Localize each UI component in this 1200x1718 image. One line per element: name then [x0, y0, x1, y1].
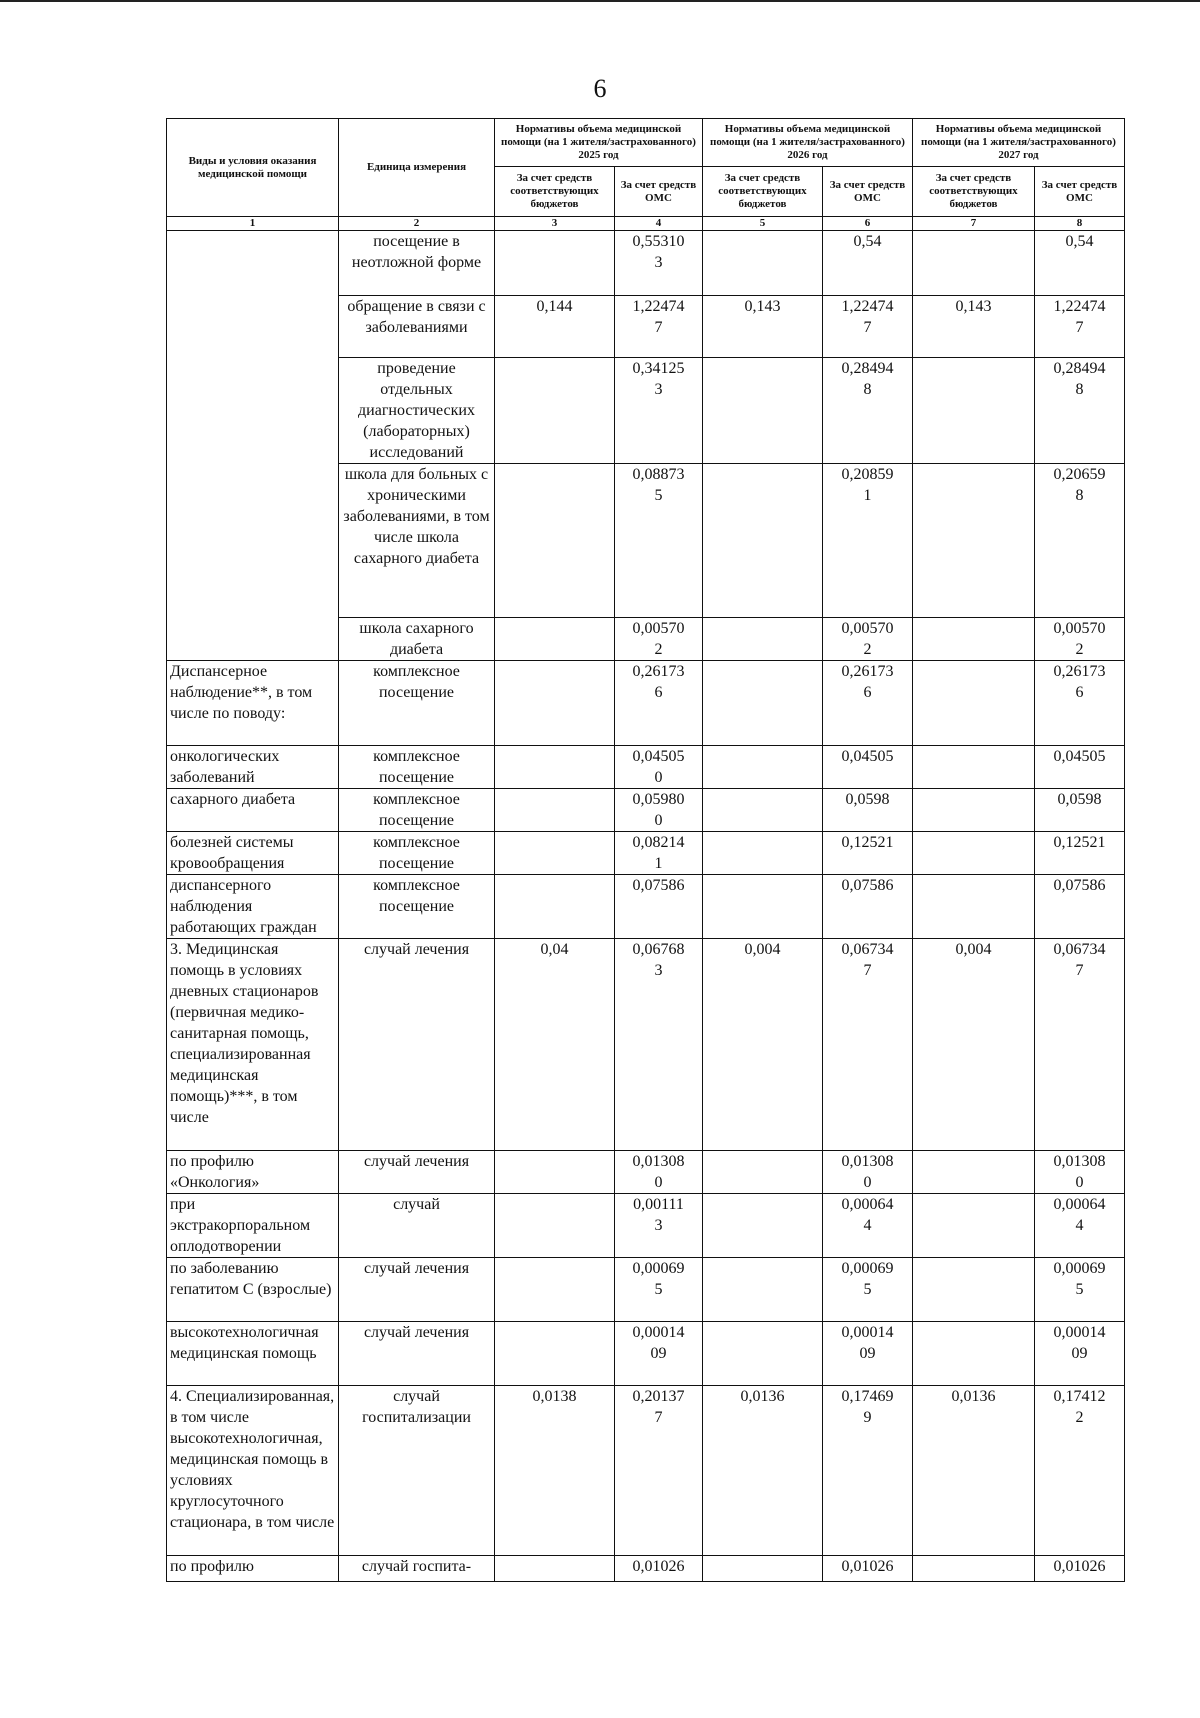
table-row [167, 832, 1125, 875]
table-row [167, 1556, 1125, 1582]
care-type-cell: по профилю [167, 1556, 339, 1582]
column-number: 1 [167, 217, 339, 231]
value-cell: 1,22474 7 [823, 296, 913, 358]
value-cell: 0,07586 [615, 875, 703, 939]
top-rule [0, 0, 1200, 2]
value-cell: 0,01308 0 [823, 1151, 913, 1194]
value-cell: 1,22474 7 [1035, 296, 1125, 358]
unit-cell: проведение отдельных диагностических (лабораторных) исследований [339, 358, 495, 464]
value-cell [495, 661, 615, 746]
header-budget-2025: За счет средств соответствующих бюджетов [495, 167, 615, 217]
care-type-cell: по профилю «Онкология» [167, 1151, 339, 1194]
table-row [167, 1194, 1125, 1258]
value-cell: 0,26173 6 [615, 661, 703, 746]
value-cell: 0,20137 7 [615, 1386, 703, 1556]
unit-cell: обращение в связи с заболеваниями [339, 296, 495, 358]
value-cell [913, 1151, 1035, 1194]
value-cell [913, 1194, 1035, 1258]
value-cell [913, 746, 1035, 789]
value-cell [495, 1556, 615, 1582]
care-type-cell: онкологических заболеваний [167, 746, 339, 789]
column-number: 4 [615, 217, 703, 231]
value-cell [703, 875, 823, 939]
value-cell: 0,06768 3 [615, 939, 703, 1151]
value-cell: 0,04505 0 [615, 746, 703, 789]
unit-cell: случай лечения [339, 1258, 495, 1322]
value-cell [913, 661, 1035, 746]
header-budget-2027: За счет средств соответствующих бюджетов [913, 167, 1035, 217]
value-cell [913, 832, 1035, 875]
care-type-cell: диспансерного наблюдения работающих граждан [167, 875, 339, 939]
value-cell [703, 358, 823, 464]
care-type-cell: сахарного диабета [167, 789, 339, 832]
value-cell: 0,28494 8 [823, 358, 913, 464]
value-cell: 0,144 [495, 296, 615, 358]
value-cell [703, 231, 823, 296]
value-cell: 0,06734 7 [1035, 939, 1125, 1151]
value-cell: 0,00570 2 [1035, 618, 1125, 661]
value-cell [495, 832, 615, 875]
value-cell [913, 1322, 1035, 1386]
value-cell: 0,04505 [1035, 746, 1125, 789]
value-cell [495, 875, 615, 939]
value-cell: 1,22474 7 [615, 296, 703, 358]
value-cell [913, 358, 1035, 464]
value-cell [495, 1258, 615, 1322]
value-cell: 0,04505 [823, 746, 913, 789]
value-cell: 0,0136 [913, 1386, 1035, 1556]
value-cell [495, 789, 615, 832]
value-cell: 0,17412 2 [1035, 1386, 1125, 1556]
column-number: 7 [913, 217, 1035, 231]
value-cell: 0,00570 2 [615, 618, 703, 661]
unit-cell: школа сахарного диабета [339, 618, 495, 661]
unit-cell: случай госпита- [339, 1556, 495, 1582]
value-cell [703, 618, 823, 661]
value-cell [495, 746, 615, 789]
value-cell: 0,004 [703, 939, 823, 1151]
care-type-cell: болезней системы кровообращения [167, 832, 339, 875]
value-cell [703, 1194, 823, 1258]
header-budget-2026: За счет средств соответствующих бюджетов [703, 167, 823, 217]
header-oms-2027: За счет средств ОМС [1035, 167, 1125, 217]
unit-cell: комплексное посещение [339, 832, 495, 875]
unit-cell: комплексное посещение [339, 789, 495, 832]
unit-cell: комплексное посещение [339, 661, 495, 746]
value-cell: 0,00111 3 [615, 1194, 703, 1258]
value-cell: 0,00069 5 [615, 1258, 703, 1322]
unit-cell: случай лечения [339, 1322, 495, 1386]
value-cell: 0,34125 3 [615, 358, 703, 464]
value-cell: 0,17469 9 [823, 1386, 913, 1556]
value-cell [703, 1151, 823, 1194]
value-cell: 0,00014 09 [1035, 1322, 1125, 1386]
value-cell [913, 231, 1035, 296]
unit-cell: школа для больных с хроническими заболеваниями, в том числе школа сахарного диабета [339, 464, 495, 618]
unit-cell: случай лечения [339, 1151, 495, 1194]
value-cell: 0,20859 1 [823, 464, 913, 618]
value-cell: 0,26173 6 [823, 661, 913, 746]
value-cell [703, 746, 823, 789]
value-cell: 0,26173 6 [1035, 661, 1125, 746]
value-cell [495, 358, 615, 464]
care-type-cell: 3. Медицинская помощь в условиях дневных стационаров (первичная медико-санитарная помощь, специализированная медицинская помощь)***, в том числе [167, 939, 339, 1151]
value-cell: 0,20659 8 [1035, 464, 1125, 618]
header-oms-2025: За счет средств ОМС [615, 167, 703, 217]
value-cell [495, 464, 615, 618]
care-type-cell: 4. Специализированная, в том числе высокотехнологичная, медицинская помощь в условиях круглосуточного стационара, в том числе [167, 1386, 339, 1556]
value-cell: 0,06734 7 [823, 939, 913, 1151]
value-cell: 0,143 [913, 296, 1035, 358]
value-cell [495, 1194, 615, 1258]
value-cell [913, 1556, 1035, 1582]
value-cell: 0,12521 [823, 832, 913, 875]
value-cell: 0,00069 5 [1035, 1258, 1125, 1322]
value-cell: 0,12521 [1035, 832, 1125, 875]
care-type-cell: по заболеванию гепатитом С (взрослые) [167, 1258, 339, 1322]
table-row [167, 1258, 1125, 1322]
value-cell: 0,54 [823, 231, 913, 296]
value-cell: 0,01308 0 [615, 1151, 703, 1194]
unit-cell: случай госпитализации [339, 1386, 495, 1556]
value-cell: 0,55310 3 [615, 231, 703, 296]
value-cell [495, 618, 615, 661]
value-cell: 0,54 [1035, 231, 1125, 296]
value-cell [703, 1322, 823, 1386]
value-cell: 0,0138 [495, 1386, 615, 1556]
value-cell [703, 789, 823, 832]
value-cell [703, 1556, 823, 1582]
value-cell: 0,28494 8 [1035, 358, 1125, 464]
table-header [167, 119, 1125, 231]
value-cell: 0,01026 [615, 1556, 703, 1582]
value-cell [495, 231, 615, 296]
column-number: 3 [495, 217, 615, 231]
value-cell: 0,004 [913, 939, 1035, 1151]
column-number: 6 [823, 217, 913, 231]
column-number: 5 [703, 217, 823, 231]
value-cell: 0,0598 [823, 789, 913, 832]
care-type-cell: Диспансерное наблюдение**, в том числе по поводу: [167, 661, 339, 746]
value-cell [913, 1258, 1035, 1322]
value-cell [703, 661, 823, 746]
column-number: 2 [339, 217, 495, 231]
care-type-cell: высокотехнологичная медицинская помощь [167, 1322, 339, 1386]
table-row [167, 875, 1125, 939]
header-year-2026: Нормативы объема медицинской помощи (на 1 жителя/застрахованного) 2026 год [703, 119, 913, 167]
header-year-2025: Нормативы объема медицинской помощи (на 1 жителя/застрахованного) 2025 год [495, 119, 703, 167]
value-cell: 0,07586 [823, 875, 913, 939]
unit-cell: случай [339, 1194, 495, 1258]
value-cell [495, 1151, 615, 1194]
value-cell: 0,01026 [1035, 1556, 1125, 1582]
table-row [167, 746, 1125, 789]
value-cell: 0,143 [703, 296, 823, 358]
value-cell: 0,01026 [823, 1556, 913, 1582]
header-care-type: Виды и условия оказания медицинской помощи [167, 119, 339, 217]
value-cell: 0,00069 5 [823, 1258, 913, 1322]
unit-cell: случай лечения [339, 939, 495, 1151]
value-cell: 0,05980 0 [615, 789, 703, 832]
unit-cell: посещение в неотложной форме [339, 231, 495, 296]
header-year-2027: Нормативы объема медицинской помощи (на 1 жителя/застрахованного) 2027 год [913, 119, 1125, 167]
value-cell [495, 1322, 615, 1386]
value-cell [703, 832, 823, 875]
value-cell [913, 789, 1035, 832]
care-type-cell [167, 231, 339, 661]
value-cell: 0,00064 4 [823, 1194, 913, 1258]
value-cell [913, 875, 1035, 939]
table-row [167, 231, 1125, 296]
value-cell: 0,07586 [1035, 875, 1125, 939]
value-cell: 0,00064 4 [1035, 1194, 1125, 1258]
table-row [167, 661, 1125, 746]
value-cell: 0,08873 5 [615, 464, 703, 618]
value-cell [703, 464, 823, 618]
table-row [167, 789, 1125, 832]
unit-cell: комплексное посещение [339, 746, 495, 789]
unit-cell: комплексное посещение [339, 875, 495, 939]
value-cell: 0,04 [495, 939, 615, 1151]
norms-table [166, 118, 1125, 1582]
value-cell [703, 1258, 823, 1322]
value-cell: 0,08214 1 [615, 832, 703, 875]
care-type-cell: при экстракорпоральном оплодотворении [167, 1194, 339, 1258]
value-cell [913, 464, 1035, 618]
column-number: 8 [1035, 217, 1125, 231]
value-cell: 0,0598 [1035, 789, 1125, 832]
table-body [167, 231, 1125, 1582]
table-row [167, 1151, 1125, 1194]
value-cell: 0,00014 09 [823, 1322, 913, 1386]
value-cell [913, 618, 1035, 661]
value-cell: 0,00570 2 [823, 618, 913, 661]
value-cell: 0,01308 0 [1035, 1151, 1125, 1194]
value-cell: 0,00014 09 [615, 1322, 703, 1386]
table-row [167, 1322, 1125, 1386]
table-row [167, 939, 1125, 1151]
value-cell: 0,0136 [703, 1386, 823, 1556]
header-unit: Единица измерения [339, 119, 495, 217]
page-number: 6 [593, 74, 607, 103]
header-oms-2026: За счет средств ОМС [823, 167, 913, 217]
table-row [167, 1386, 1125, 1556]
